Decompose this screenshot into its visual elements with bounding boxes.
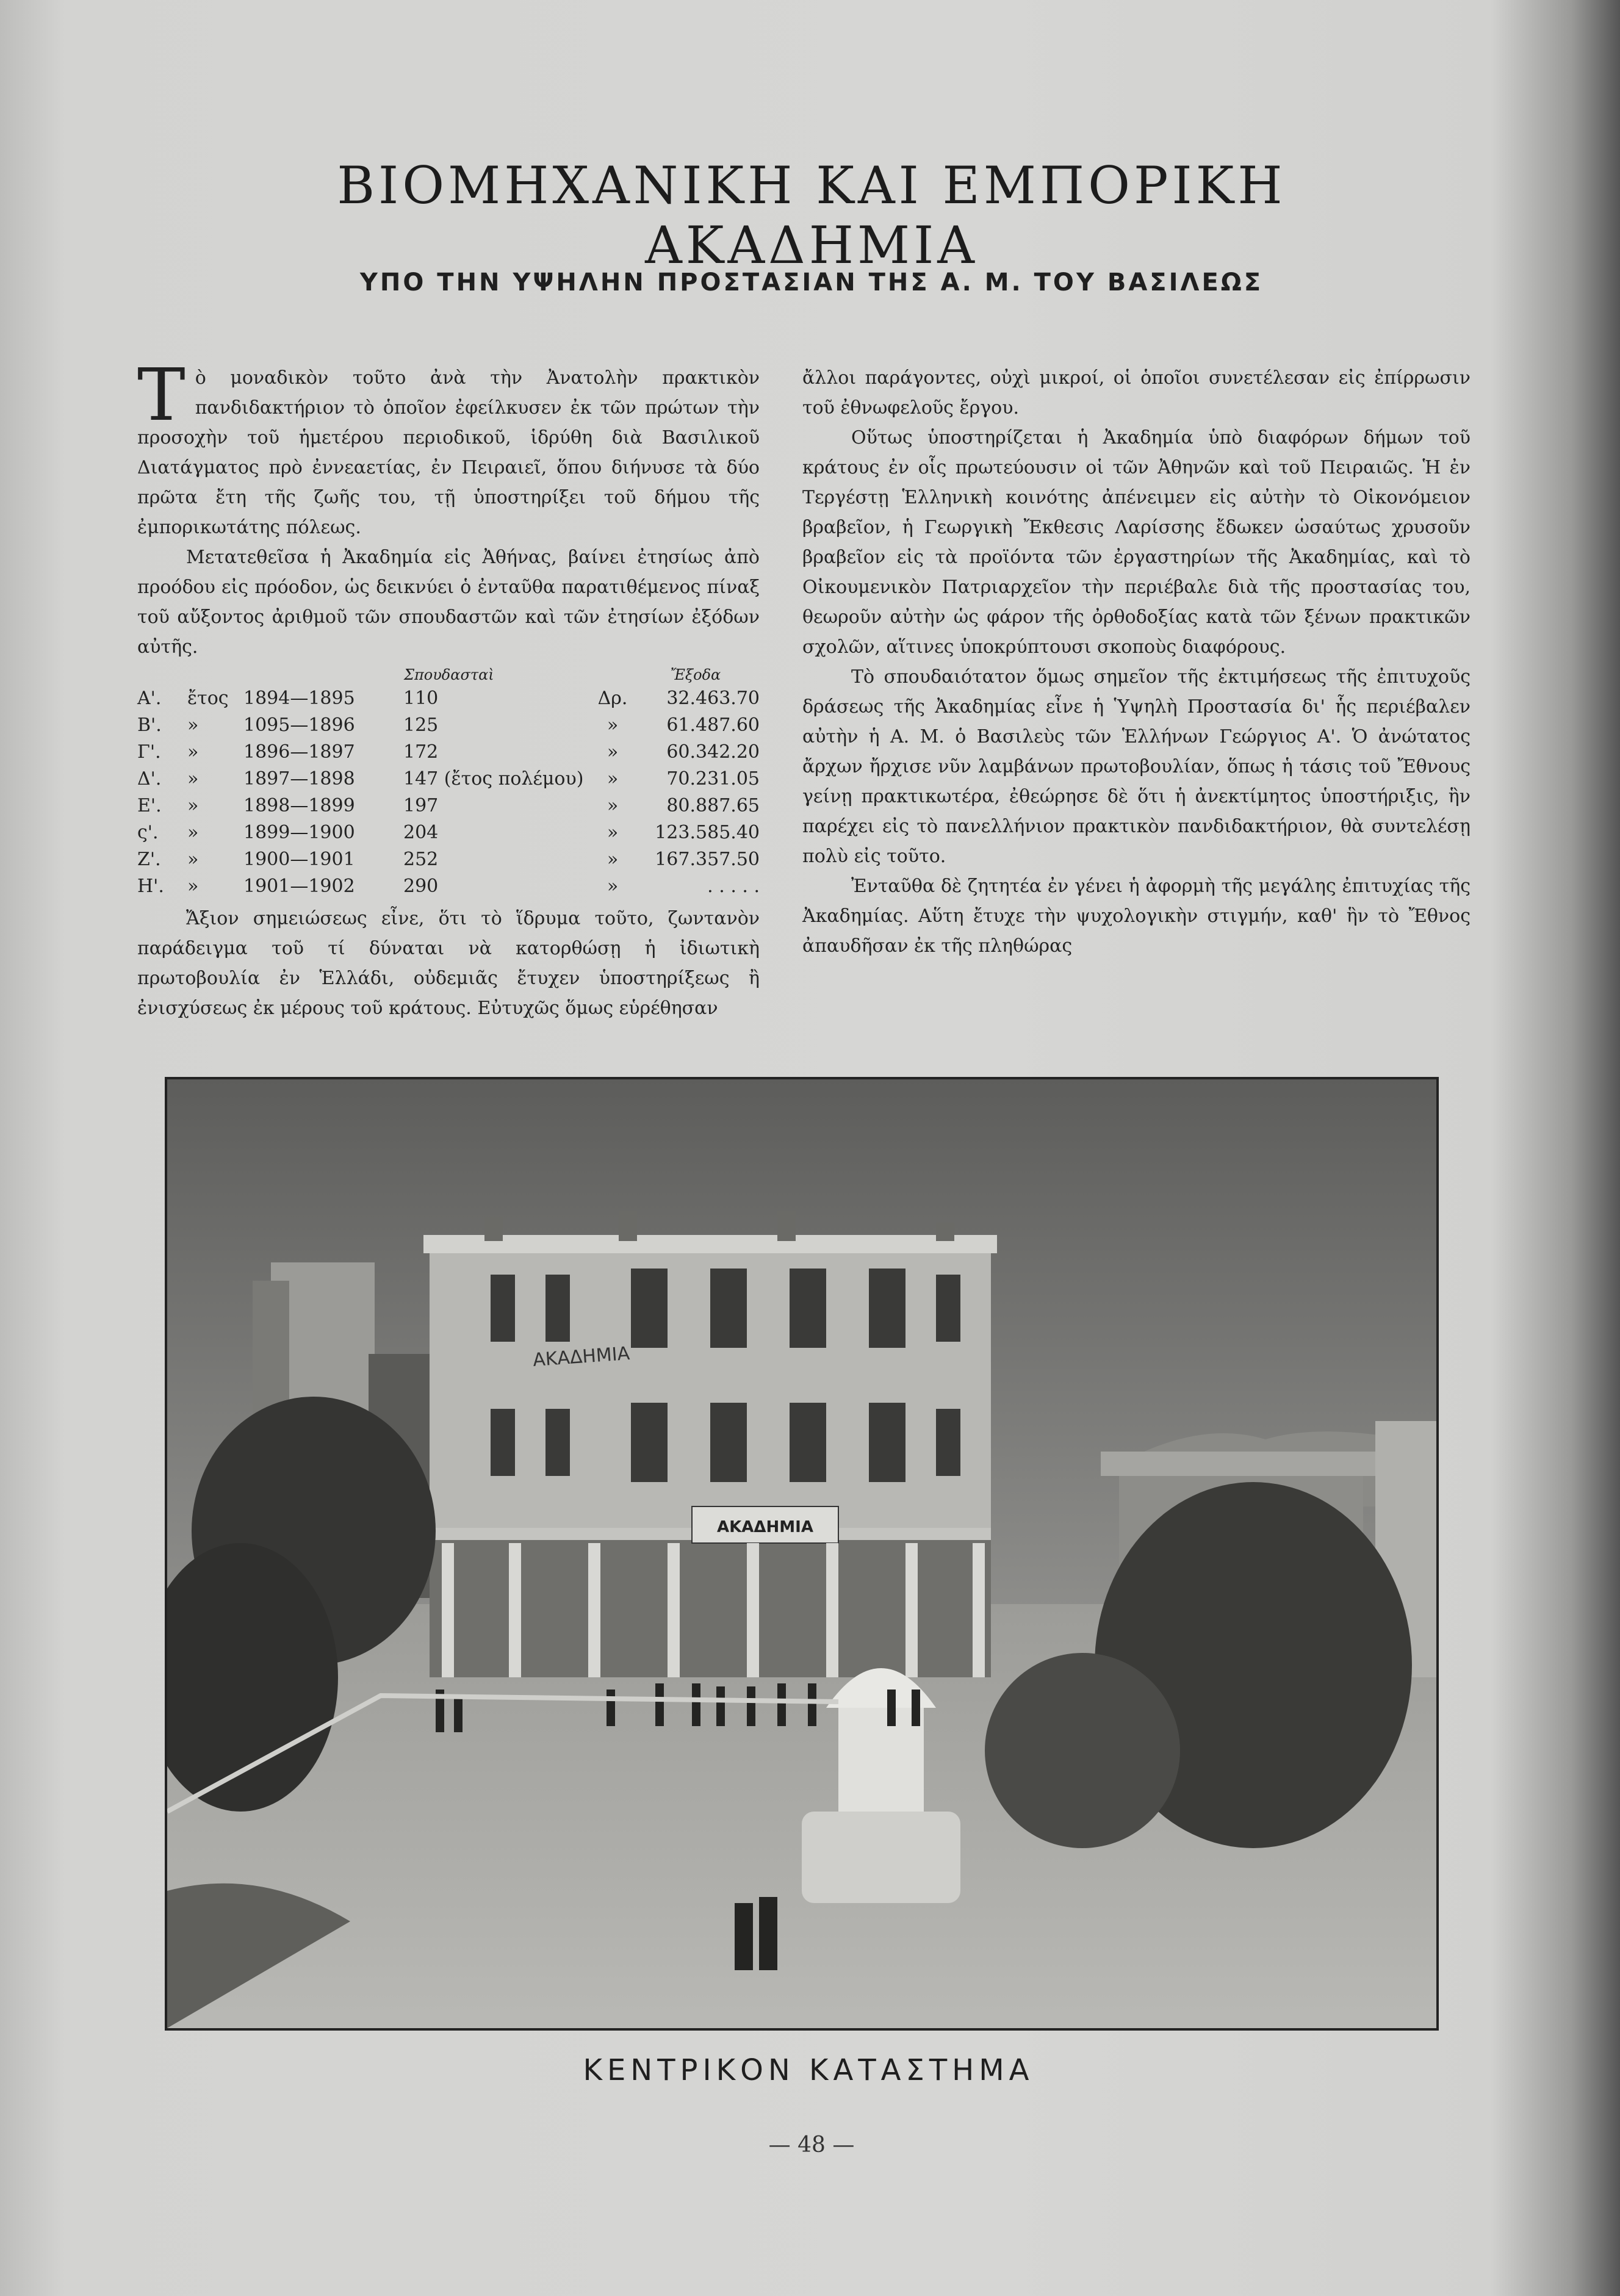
paragraph-1 [137, 353, 760, 542]
row-currency-mark: » [607, 768, 619, 790]
table-row [137, 846, 760, 873]
row-years: 1894—1895 [243, 688, 355, 709]
right-column [802, 363, 1471, 961]
row-years: 1095—1896 [243, 714, 355, 736]
row-number: Ζ'. [137, 849, 161, 870]
paragraph-2: Μετατεθεῖσα ἡ Ἀκαδημία εἰς Ἀθήνας, βαίνει ἐτησίως ἀπὸ προόδου εἰς πρόοδον, ὡς δεικνύει ὁ ἐνταῦθα παρατιθέμενος πίναξ τοῦ αὔξοντος ἀριθμοῦ τῶν σπουδαστῶν καὶ τῶν ἐτησίων ἐξόδων αὐτῆς. [137, 547, 760, 658]
row-years: 1898—1899 [243, 795, 355, 816]
facade-sign: ΑΚΑΔΗΜΙΑ [532, 1342, 631, 1371]
row-students: 290 [403, 876, 439, 897]
row-students: 252 [403, 849, 439, 870]
row-number: Δ'. [137, 768, 162, 790]
row-currency-mark: » [607, 741, 619, 763]
row-label: » [187, 795, 199, 816]
row-label: » [187, 768, 199, 790]
left-column [137, 353, 760, 1023]
table-row [137, 766, 760, 793]
row-expenses: 61.487.60 [666, 714, 760, 736]
article-title: ΒΙΟΜΗΧΑΝΙΚΗ ΚΑΙ ΕΜΠΟΡΙΚΗ ΑΚΑΔΗΜΙΑ [337, 156, 1286, 275]
row-expenses: 123.585.40 [655, 822, 760, 843]
row-currency-mark: Δρ. [597, 688, 628, 709]
table-row [137, 712, 760, 739]
row-students: 147 (ἔτος πολέμου) [403, 768, 584, 790]
paragraph-5: Οὕτως ὑποστηρίζεται ἡ Ἀκαδημία ὑπὸ διαφόρων δήμων τοῦ κράτους ἐν οἷς πρωτεύουσιν οἱ τῶν Ἀθηνῶν καὶ τοῦ Πειραιῶς. Ἡ ἐν Τεργέστῃ Ἑλληνικὴ κοινότης ἀπένειμεν εἰς αὐτὴν τὸ Οἰκονόμειον βραβεῖον, ἡ Γεωργικὴ Ἔκθεσις Λαρίσσης ἔδωκεν ὡσαύτως χρυσοῦν βραβεῖον εἰς τὰ προϊόντα τῶν ἐργαστηρίων τῆς Ἀκαδημίας, καὶ τὸ Οἰκουμενικὸν Πατριαρχεῖον τὴν περιέβαλε διὰ τῆς προστασίας του, θεωροῦν αὐτὴν ὡς φάρον τῆς ὀρθοδοξίας κατὰ τῶν ξένων πρακτικῶν σχολῶν, αἵτινες ὑποκρύπτουσι σκοποὺς διαφόρους. [802, 427, 1471, 658]
table-row [137, 819, 760, 846]
row-years: 1897—1898 [243, 768, 355, 790]
paragraph-6: Τὸ σπουδαιότατον ὅμως σημεῖον τῆς ἐκτιμήσεως τῆς ἐπιτυχοῦς δράσεως τῆς Ἀκαδημίας εἶνε ἡ Ὑψηλὴ Προστασία δι' ἧς περιέβαλεν αὐτὴν ἡ Α. Μ. ὁ Βασιλεὺς τῶν Ἑλλήνων Γεώργιος Α'. Ὁ ἀνώτατος ἄρχων ἤρχισε νῦν λαμβάνων πρωτοβουλίαν, ὅπως ἡ τάσις τοῦ Ἔθνους γείνῃ πρακτικωτέρα, ἐθεώρησε δὲ ὅτι ἡ ἀνεκτίμητος ὑποστήριξις, ἣν παρέχει εἰς τὸ πανελλήνιον πρακτικὸν πανδιδακτήριον, θὰ συντελέσῃ πολὺ εἰς τοῦτο. [802, 666, 1471, 867]
row-years: 1899—1900 [243, 822, 355, 843]
table-row [137, 739, 760, 766]
row-label: ἔτος [187, 688, 229, 709]
photo-caption: ΚΕΝΤΡΙΚΟΝ ΚΑΤΑΣΤΗΜΑ [583, 2053, 1034, 2087]
drop-cap: Τ [137, 353, 185, 437]
row-currency-mark: » [607, 714, 619, 736]
row-number: Α'. [137, 688, 162, 709]
row-years: 1901—1902 [243, 876, 355, 897]
row-number: Γ'. [137, 741, 161, 763]
academy-building-photo [165, 1077, 1439, 2031]
row-expenses: 80.887.65 [666, 795, 760, 816]
page-number: — 48 — [768, 2132, 855, 2157]
paragraph-7: Ἐνταῦθα δὲ ζητητέα ἐν γένει ἡ ἀφορμὴ τῆς μεγάλης ἐπιτυχίας τῆς Ἀκαδημίας. Αὕτη ἔτυχε τὴν ψυχολογικὴν στιγμήν, καθ' ἣν τὸ Ἔθνος ἀπαυδῆσαν ἐκ τῆς πληθώρας [802, 876, 1471, 957]
table-row [137, 685, 760, 712]
row-expenses: 60.342.20 [666, 741, 760, 763]
row-number: Β'. [137, 714, 162, 736]
svg-text:ΑΚΑΔΗΜΙΑ: ΑΚΑΔΗΜΙΑ [717, 1518, 813, 1536]
row-students: 110 [403, 688, 439, 709]
row-expenses: 32.463.70 [666, 688, 760, 709]
table-header-row [137, 664, 760, 685]
header-expenses: Ἔξοδα [670, 666, 721, 683]
row-currency-mark: » [607, 795, 619, 816]
row-currency-mark: » [607, 876, 619, 897]
row-students: 172 [403, 741, 439, 763]
row-label: » [187, 714, 199, 736]
students-expenses-table [137, 664, 760, 900]
row-students: 125 [403, 714, 439, 736]
row-label: » [187, 849, 199, 870]
paragraph-3: Ἄξιον σημειώσεως εἶνε, ὅτι τὸ ἵδρυμα τοῦτο, ζωντανὸν παράδειγμα τοῦ τί δύναται νὰ κατορθώσῃ ἡ ἰδιωτικὴ πρωτοβουλία ἐν Ἑλλάδι, οὐδεμιᾶς ἔτυχεν ὑποστηρίξεως ἢ ἐνισχύσεως ἐκ μέρους τοῦ κράτους. Εὐτυχῶς ὅμως εὑρέθησαν [137, 908, 760, 1019]
row-students: 204 [403, 822, 439, 843]
paragraph-4: ἄλλοι παράγοντες, οὐχὶ μικροί, οἱ ὁποῖοι συνετέλεσαν εἰς ἐπίρρωσιν τοῦ ἐθνωφελοῦς ἔργου. [802, 367, 1471, 419]
row-expenses: 70.231.05 [666, 768, 760, 790]
row-number: ς'. [137, 822, 159, 843]
row-currency-mark: » [607, 822, 619, 843]
row-label: » [187, 876, 199, 897]
header-students: Σπουδασταὶ [404, 666, 494, 683]
row-years: 1896—1897 [243, 741, 355, 763]
table-row [137, 873, 760, 900]
row-expenses: 167.357.50 [655, 849, 760, 870]
row-years: 1900—1901 [243, 849, 355, 870]
row-label: » [187, 822, 199, 843]
table-row [137, 793, 760, 819]
paragraph-1-text: ὸ μοναδικὸν τοῦτο ἀνὰ τὴν Ἀνατολὴν πρακτικὸν πανδιδακτήριον τὸ ὁποῖον ἐφείλκυσεν ἐκ τῶν πρώτων τὴν προσοχὴν τοῦ ἡμετέρου περιοδικοῦ, ἱδρύθη διὰ Βασιλικοῦ Διατάγματος πρὸ ἐννεαετίας, ἐν Πειραιεῖ, ὅπου διήνυσε τὰ δύο πρῶτα ἔτη τῆς ζωῆς του, τῇ ὑποστηρίξει τοῦ δήμου τῆς ἐμπορικωτάτης πόλεως. [137, 367, 760, 538]
row-currency-mark: » [607, 849, 619, 870]
row-number: Ε'. [137, 795, 162, 816]
row-students: 197 [403, 795, 439, 816]
article-subtitle: ΥΠΟ ΤΗΝ ΥΨΗΛΗΝ ΠΡΟΣΤΑΣΙΑΝ ΤΗΣ Α. Μ. ΤΟΥ ΒΑΣΙΛΕΩΣ [359, 268, 1264, 297]
row-expenses: . . . . . [707, 876, 760, 897]
row-label: » [187, 741, 199, 763]
row-number: Η'. [137, 876, 164, 897]
